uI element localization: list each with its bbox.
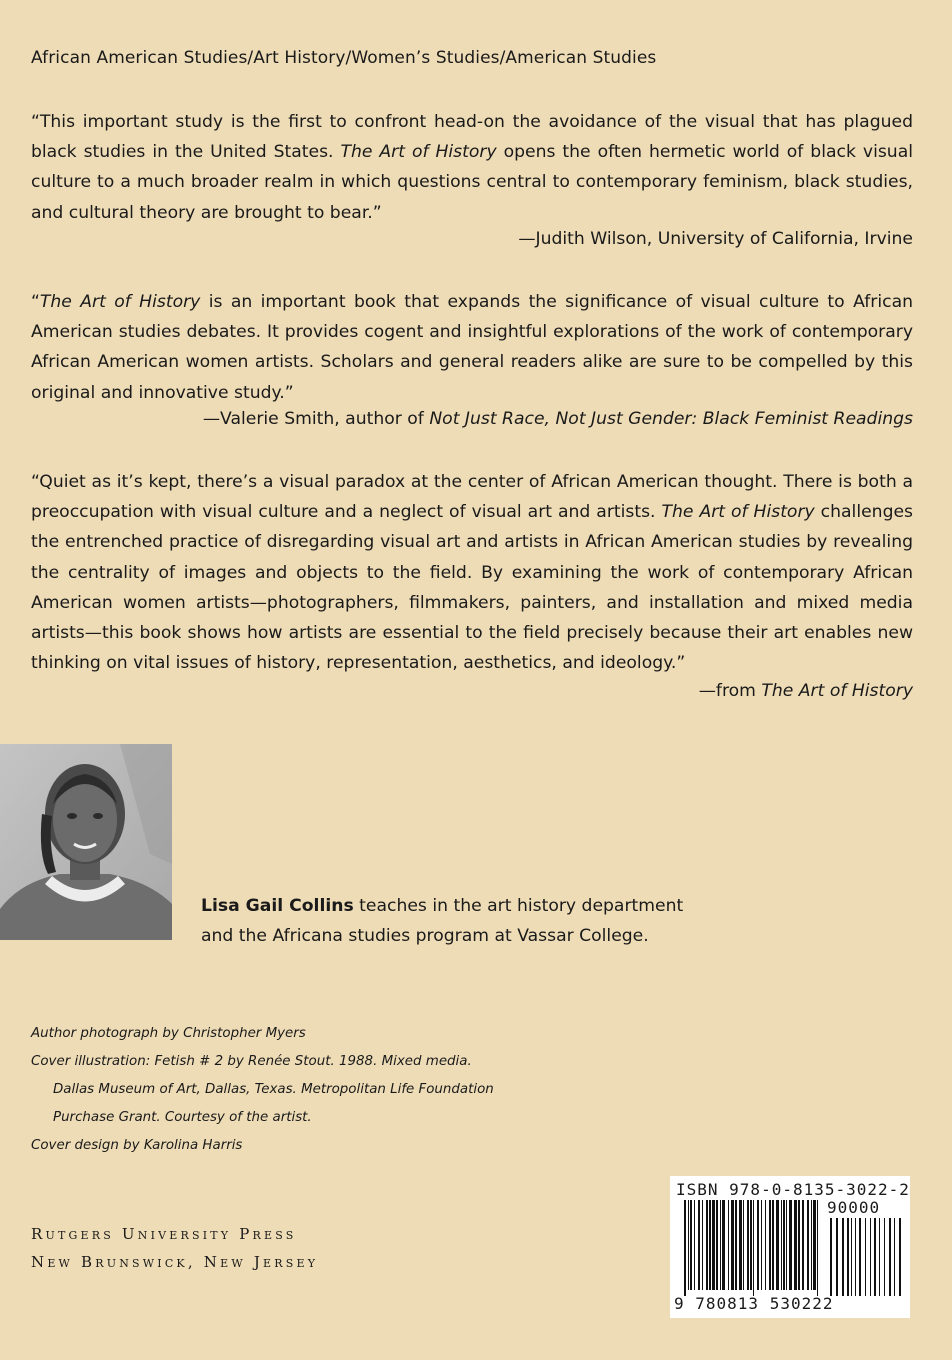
publisher-location: New Brunswick, New Jersey — [31, 1253, 319, 1271]
addon-bar — [842, 1218, 844, 1296]
barcode-bar — [802, 1200, 804, 1290]
barcode-bar — [731, 1200, 734, 1290]
barcode-bar — [702, 1200, 703, 1290]
addon-bar — [874, 1218, 876, 1296]
addon-bar — [836, 1218, 838, 1296]
addon-bar — [879, 1218, 880, 1296]
addon-bar — [899, 1218, 901, 1296]
addon-bar — [889, 1218, 891, 1296]
subject-categories: African American Studies/Art History/Women’s Studies/American Studies — [31, 48, 657, 68]
addon-bar — [847, 1218, 849, 1296]
author-photo — [0, 744, 172, 940]
barcode-bar — [716, 1200, 718, 1290]
addon-bar — [884, 1218, 885, 1296]
barcode-bar — [739, 1200, 742, 1290]
barcode-bar — [817, 1200, 818, 1296]
barcode-bar — [688, 1200, 689, 1290]
barcode-bar — [694, 1200, 695, 1290]
isbn-barcode — [670, 1176, 910, 1318]
author-bio: Lisa Gail Collins teaches in the art history department and the Africana studies program at Vassar College. — [201, 896, 684, 946]
barcode-bar — [765, 1200, 766, 1290]
barcode-bar — [813, 1200, 816, 1290]
barcode-bar — [728, 1200, 729, 1290]
barcode-bar — [783, 1200, 785, 1290]
barcode-bar — [690, 1200, 692, 1290]
barcode-bar — [757, 1200, 759, 1290]
barcode-bar — [807, 1200, 809, 1290]
addon-bar — [859, 1218, 861, 1296]
attribution-wilson: —Judith Wilson, University of California, Irvine — [518, 229, 913, 249]
barcode-bar — [753, 1200, 754, 1296]
barcode-bar — [794, 1200, 797, 1290]
barcode-bar — [706, 1200, 708, 1290]
blurb-wilson: “This important study is the first to confront head-on the avoidance of the visual that has plagued black studies in the United States. The Art of History opens the often hermetic world of black visual culture to a much broader realm in which questions central to contemporary feminism, black studies, and cultural theory are brought to bear.” — [31, 112, 913, 223]
barcode-bar — [747, 1200, 749, 1290]
author-name: Lisa Gail Collins — [201, 896, 354, 916]
attribution-excerpt: —from The Art of History — [698, 681, 913, 701]
addon-bar — [830, 1218, 832, 1296]
barcode-bar — [698, 1200, 700, 1290]
price-addon: 90000 — [827, 1198, 881, 1217]
barcode-bar — [750, 1200, 752, 1290]
addon-bar — [865, 1218, 866, 1296]
barcode-bar — [811, 1200, 812, 1290]
publisher — [31, 1220, 318, 1276]
barcode-bar — [684, 1200, 686, 1296]
blurb-smith: “The Art of History is an important book that expands the significance of visual culture to African American studies debates. It provides cogent and insightful explorations of the work of contemporary African American women artists. Scholars and general readers alike are sure to be compelled by this original and innovative study.” — [31, 292, 913, 403]
author-portrait-image — [0, 744, 172, 940]
isbn-text: ISBN 978-0-8135-3022-2 — [676, 1180, 910, 1199]
addon-bar — [851, 1218, 852, 1296]
barcode-bar — [769, 1200, 771, 1290]
barcode-bar — [720, 1200, 721, 1290]
barcode-bar — [722, 1200, 725, 1290]
barcode-bar — [786, 1200, 787, 1290]
barcode-bar — [776, 1200, 779, 1290]
addon-bar — [855, 1218, 856, 1296]
design-credit: Cover design by Karolina Harris — [31, 1138, 243, 1153]
blurb-book-excerpt: “Quiet as it’s kept, there’s a visual paradox at the center of African American thought. There is both a preoccupation with visual culture and a neglect of visual art and artists. The Art of History challenges the entrenched practice of disregarding visual art and artists in African American studies by revealing the centrality of images and objects to the field. By examining the work of contemporary African American women artists—photographers, filmmakers, painters, and installation and mixed media artists—this book shows how artists are essential to the field precisely because their art enables new thinking on vital issues of history, representation, aesthetics, and ideology.” — [31, 472, 914, 674]
attribution-smith: —Valerie Smith, author of Not Just Race, Not Just Gender: Black Feminist Readings — [202, 409, 913, 429]
barcode-bar — [712, 1200, 715, 1290]
barcode-bar — [743, 1200, 744, 1290]
barcode-bar — [789, 1200, 792, 1290]
addon-bar — [894, 1218, 895, 1296]
barcode-bar — [781, 1200, 782, 1290]
cover-credit: Cover illustration: Fetish # 2 by Renée Stout. 1988. Mixed media. — [31, 1054, 472, 1069]
barcode-bar — [709, 1200, 711, 1290]
barcode-bar — [761, 1200, 762, 1290]
barcode-bar — [735, 1200, 737, 1290]
ean-number: 9 780813 530222 — [674, 1294, 834, 1313]
barcode-bar — [798, 1200, 800, 1290]
photo-credit: Author photograph by Christopher Myers — [31, 1026, 306, 1041]
publisher-name: Rutgers University Press — [31, 1225, 297, 1243]
barcode-bar — [772, 1200, 774, 1290]
credits: Author photograph by Christopher Myers Cover illustration: Fetish # 2 by Renée Stout. 1988. Mixed media. Dallas Museum of Art, Dallas, Texas. Metropolitan Life Foundation Purchase Grant. Courtesy of the artist. Cover design by Karolina Harris — [31, 1020, 494, 1160]
addon-bar — [870, 1218, 871, 1296]
